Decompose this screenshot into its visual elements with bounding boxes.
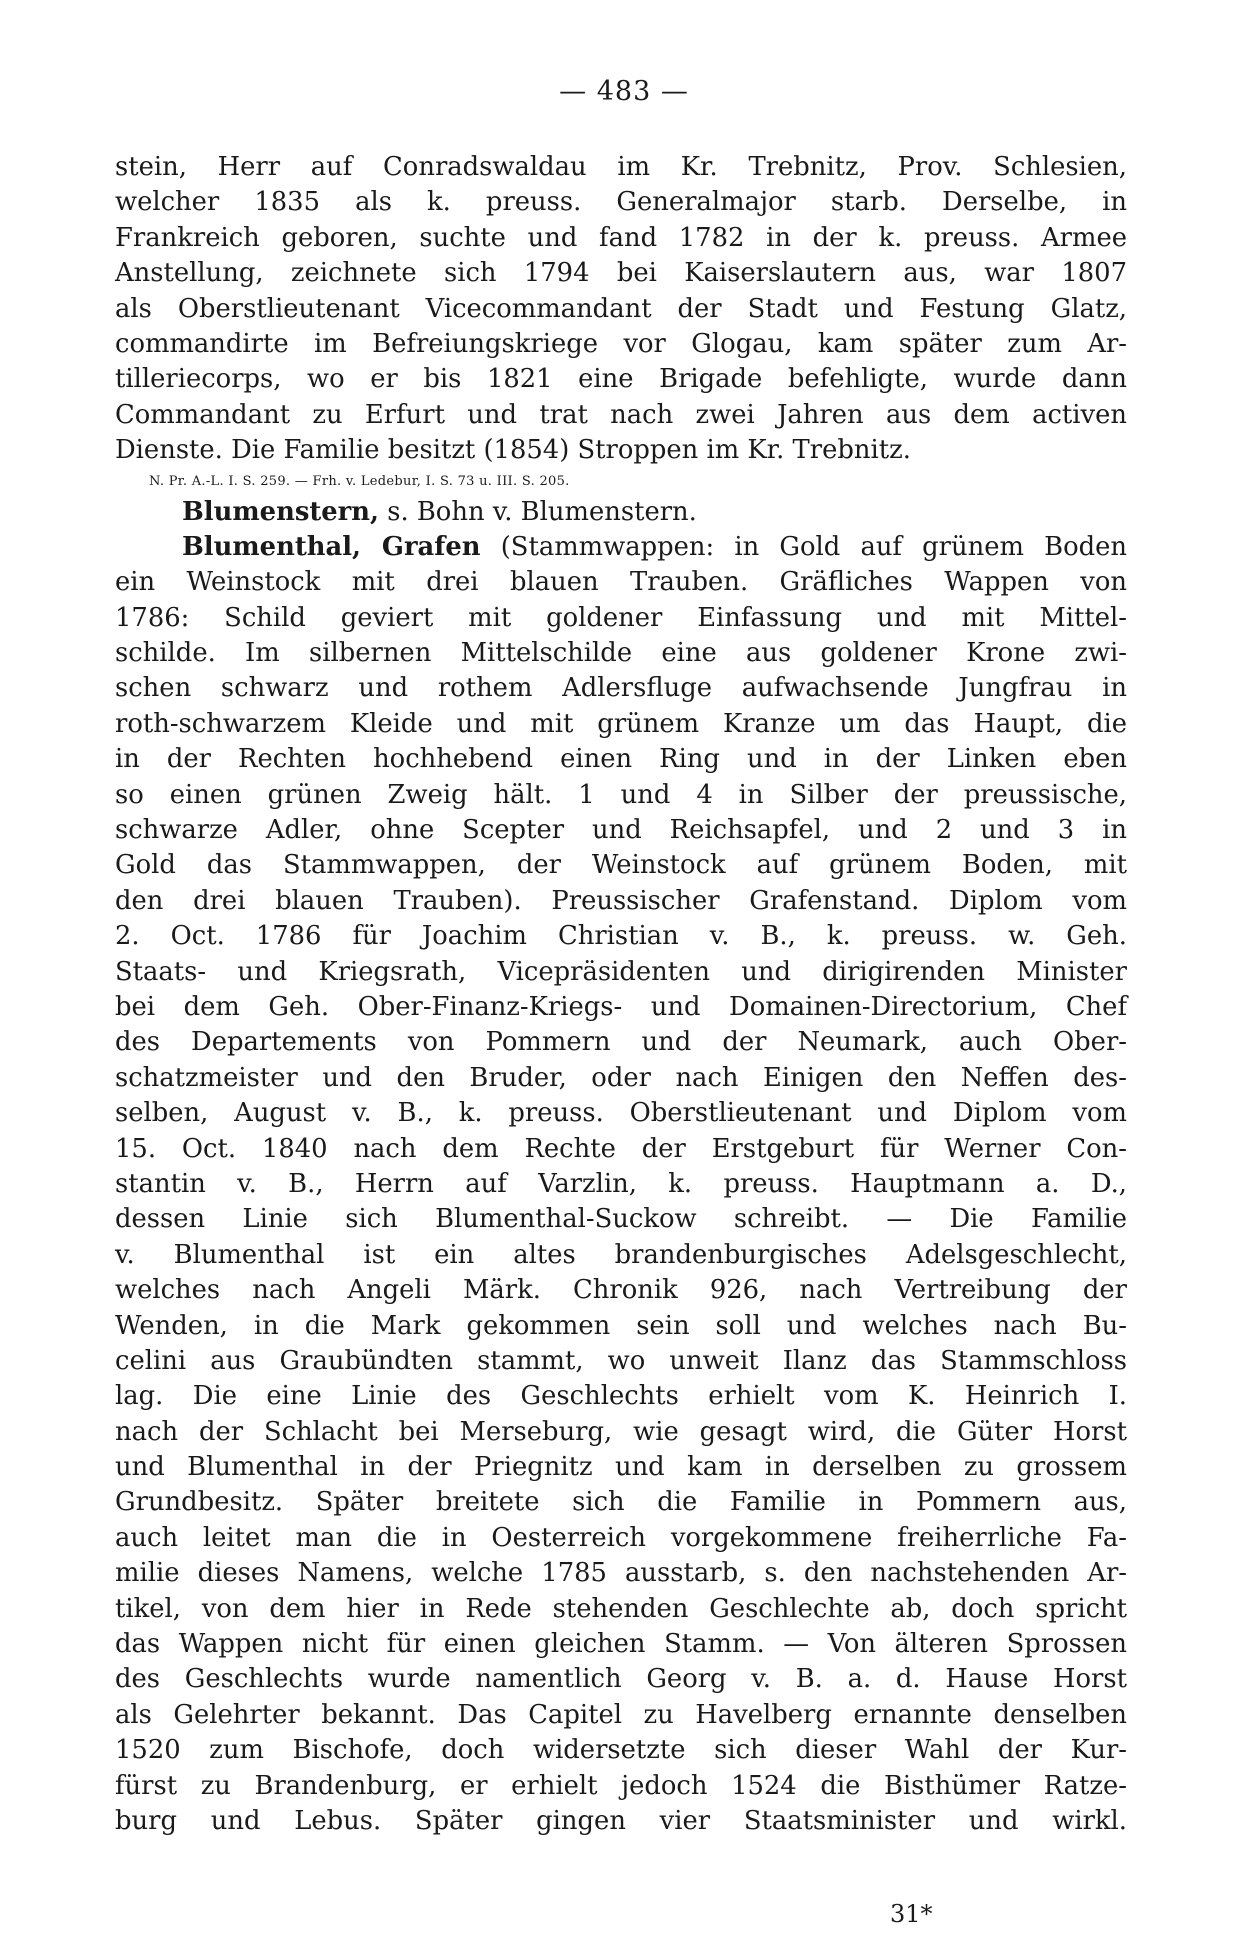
text-line: als Gelehrter bekannt. Das Capitel zu Havelberg ernannte denselben: [115, 1699, 1127, 1730]
reference-line: N. Pr. A.-L. I. S. 259. — Frh. v. Ledebur, I. S. 73 u. III. S. 205.: [149, 473, 570, 489]
text-line: Commandant zu Erfurt und trat nach zwei Jahren aus dem activen: [115, 399, 1127, 430]
text-line: Staats- und Kriegsrath, Vicepräsidenten und dirigirenden Minister: [115, 956, 1127, 987]
text-line: v. Blumenthal ist ein altes brandenburgisches Adelsgeschlecht,: [115, 1239, 1127, 1270]
text-line: den drei blauen Trauben). Preussischer Grafenstand. Diplom vom: [115, 885, 1127, 916]
text-line: stein, Herr auf Conradswaldau im Kr. Trebnitz, Prov. Schlesien,: [115, 152, 1127, 182]
text-line: burg und Lebus. Später gingen vier Staatsminister und wirkl.: [115, 1805, 1127, 1836]
text-line: tikel, von dem hier in Rede stehenden Geschlechte ab, doch spricht: [115, 1593, 1127, 1624]
text-line: welches nach Angeli Märk. Chronik 926, nach Vertreibung der: [115, 1275, 1127, 1306]
text-line: als Oberstlieutenant Vicecommandant der Stadt und Festung Glatz,: [115, 293, 1127, 324]
text-line: 1520 zum Bischofe, doch widersetzte sich dieser Wahl der Kur-: [115, 1735, 1127, 1766]
text-line: Frankreich geboren, suchte und fand 1782 in der k. preuss. Armee: [115, 222, 1127, 253]
text-line: 2. Oct. 1786 für Joachim Christian v. B., k. preuss. w. Geh.: [115, 921, 1127, 952]
text-line: commandirte im Befreiungskriege vor Glogau, kam später zum Ar-: [115, 328, 1127, 359]
text-line: Grundbesitz. Später breitete sich die Familie in Pommern aus,: [115, 1487, 1127, 1518]
text-line: bei dem Geh. Ober-Finanz-Kriegs- und Domainen-Directorium, Chef: [115, 991, 1127, 1022]
entry-blumenstern: [115, 495, 1127, 530]
text-line: Wenden, in die Mark gekommen sein soll und welches nach Bu-: [115, 1310, 1127, 1341]
entry-heading: Blumenstern,: [182, 496, 380, 527]
text-line: celini aus Graubündten stammt, wo unweit Ilanz das Stammschloss: [115, 1345, 1127, 1376]
entry-text: (Stammwappen: in Gold auf grünem Boden: [480, 531, 1127, 562]
text-line: nach der Schlacht bei Merseburg, wie gesagt wird, die Güter Horst: [115, 1416, 1127, 1447]
text-line: schen schwarz und rothem Adlersfluge aufwachsende Jungfrau in: [115, 673, 1127, 704]
text-line: schwarze Adler, ohne Scepter und Reichsapfel, und 2 und 3 in: [115, 815, 1127, 846]
text-line: in der Rechten hochhebend einen Ring und in der Linken eben: [115, 744, 1127, 775]
text-line: welcher 1835 als k. preuss. Generalmajor starb. Derselbe, in: [115, 187, 1127, 218]
text-line: ein Weinstock mit drei blauen Trauben. Gräfliches Wappen von: [115, 567, 1127, 598]
text-line: stantin v. B., Herrn auf Varzlin, k. preuss. Hauptmann a. D.,: [115, 1168, 1127, 1199]
entry-heading: Blumenthal, Grafen: [182, 531, 481, 562]
text-line: schilde. Im silbernen Mittelschilde eine aus goldener Krone zwi-: [115, 638, 1127, 669]
page-number: — 483 —: [559, 76, 689, 107]
text-line: auch leitet man die in Oesterreich vorgekommene freiherrliche Fa-: [115, 1522, 1127, 1553]
text-line: dessen Linie sich Blumenthal-Suckow schreibt. — Die Familie: [115, 1204, 1127, 1235]
text-line: Gold das Stammwappen, der Weinstock auf grünem Boden, mit: [115, 850, 1127, 881]
text-line: und Blumenthal in der Priegnitz und kam in derselben zu grossem: [115, 1452, 1127, 1483]
text-line: Anstellung, zeichnete sich 1794 bei Kaiserslautern aus, war 1807: [115, 258, 1127, 289]
text-line: das Wappen nicht für einen gleichen Stamm. — Von älteren Sprossen: [115, 1629, 1127, 1660]
text-line: des Geschlechts wurde namentlich Georg v. B. a. d. Hause Horst: [115, 1664, 1127, 1695]
text-line: selben, August v. B., k. preuss. Oberstlieutenant und Diplom vom: [115, 1098, 1127, 1129]
entry-text: s. Bohn v. Blumenstern.: [379, 496, 697, 527]
signature-mark: 31*: [890, 1900, 933, 1928]
text-line: des Departements von Pommern und der Neumark, auch Ober-: [115, 1027, 1127, 1058]
text-line: lag. Die eine Linie des Geschlechts erhielt vom K. Heinrich I.: [115, 1381, 1127, 1412]
text-line: schatzmeister und den Bruder, oder nach Einigen den Neffen des-: [115, 1062, 1127, 1093]
text-line: milie dieses Namens, welche 1785 ausstarb, s. den nachstehenden Ar-: [115, 1558, 1127, 1589]
entry-blumenthal: [115, 530, 1127, 565]
text-line: fürst zu Brandenburg, er erhielt jedoch 1524 die Bisthümer Ratze-: [115, 1770, 1127, 1801]
text-line: 1786: Schild geviert mit goldener Einfassung und mit Mittel-: [115, 602, 1127, 633]
body-text: [115, 150, 1127, 1839]
text-line: Dienste. Die Familie besitzt (1854) Stroppen im Kr. Trebnitz.: [115, 435, 911, 466]
text-line: so einen grünen Zweig hält. 1 und 4 in Silber der preussische,: [115, 779, 1127, 810]
text-line: 15. Oct. 1840 nach dem Rechte der Erstgeburt für Werner Con-: [115, 1133, 1127, 1164]
text-line: roth-schwarzem Kleide und mit grünem Kranze um das Haupt, die: [115, 708, 1127, 739]
text-line: tilleriecorps, wo er bis 1821 eine Brigade befehligte, wurde dann: [115, 364, 1127, 395]
